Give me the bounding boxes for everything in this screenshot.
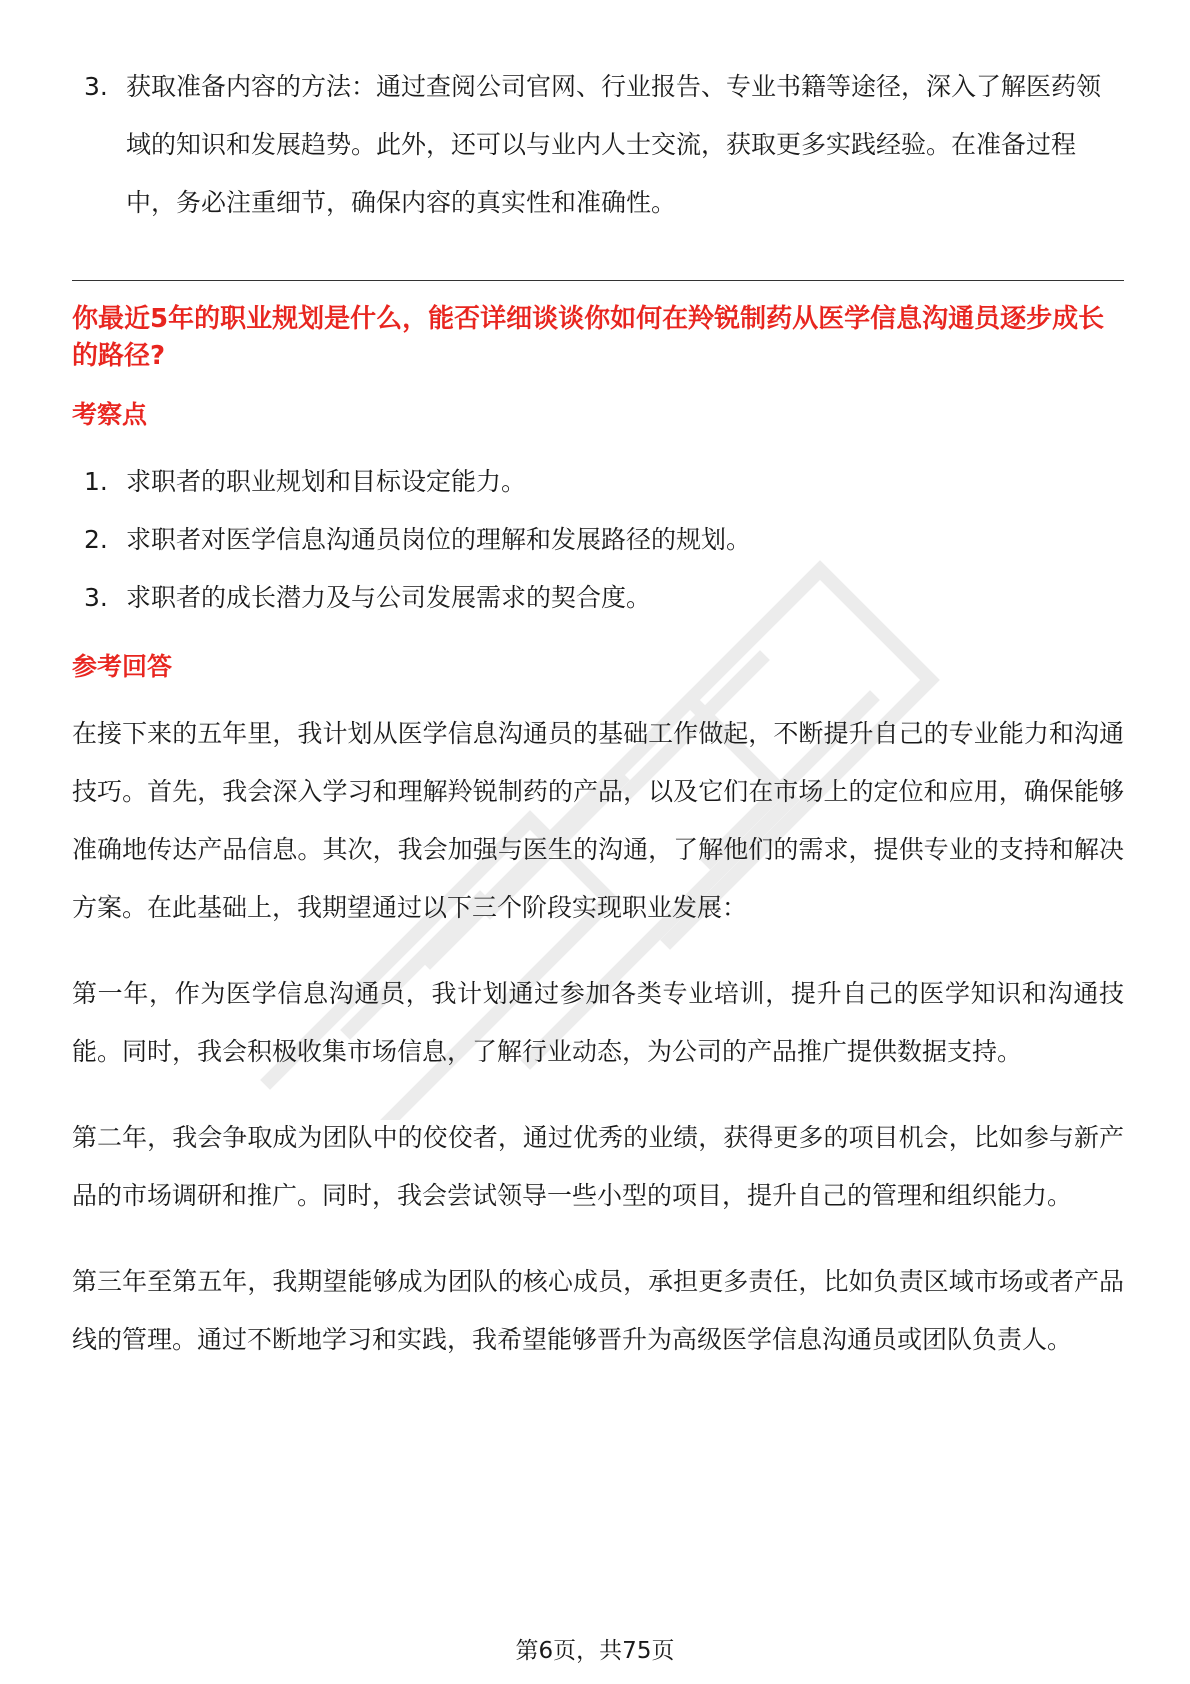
content-area	[72, 58, 1124, 1397]
points-list	[72, 453, 1124, 627]
list-item-number: 1.	[84, 467, 108, 496]
list-item-number: 2.	[84, 525, 108, 554]
answer-paragraph: 在接下来的五年里，我计划从医学信息沟通员的基础工作做起，不断提升自己的专业能力和沟通技巧。首先，我会深入学习和理解羚锐制药的产品，以及它们在市场上的定位和应用，确保能够准确地传达产品信息。其次，我会加强与医生的沟通，了解他们的需求，提供专业的支持和解决方案。在此基础上，我期望通过以下三个阶段实现职业发展：	[72, 719, 1124, 922]
list-item	[72, 511, 1124, 569]
list-item-text: 获取准备内容的方法：通过查阅公司官网、行业报告、专业书籍等途径，深入了解医药领域的知识和发展趋势。此外，还可以与业内人士交流，获取更多实践经验。在准备过程中，务必注重细节，确保内容的真实性和准确性。	[126, 72, 1102, 217]
list-item-number: 3.	[84, 583, 108, 612]
list-item-text: 求职者的成长潜力及与公司发展需求的契合度。	[126, 583, 652, 612]
points-title: 考察点	[72, 400, 148, 429]
answer-paragraph: 第一年，作为医学信息沟通员，我计划通过参加各类专业培训，提升自己的医学知识和沟通技能。同时，我会积极收集市场信息，了解行业动态，为公司的产品推广提供数据支持。	[72, 979, 1124, 1066]
list-item	[72, 569, 1124, 627]
list-item	[72, 453, 1124, 511]
answer-paragraph: 第二年，我会争取成为团队中的佼佼者，通过优秀的业绩，获得更多的项目机会，比如参与新产品的市场调研和推广。同时，我会尝试领导一些小型的项目，提升自己的管理和组织能力。	[72, 1123, 1124, 1210]
answer-title: 参考回答	[72, 652, 173, 681]
list-item-number: 3.	[84, 72, 108, 101]
answer-paragraph: 第三年至第五年，我期望能够成为团队的核心成员，承担更多责任，比如负责区域市场或者产品线的管理。通过不断地学习和实践，我希望能够晋升为高级医学信息沟通员或团队负责人。	[72, 1267, 1124, 1354]
list-item-text: 求职者的职业规划和目标设定能力。	[126, 467, 527, 496]
section-divider	[72, 280, 1124, 281]
list-item	[72, 58, 1124, 232]
question-heading: 你最近5年的职业规划是什么，能否详细谈谈你如何在羚锐制药从医学信息沟通员逐步成长的路径?	[72, 304, 1105, 371]
page-number: 第6页，共75页	[515, 1638, 675, 1664]
list-item-text: 求职者对医学信息沟通员岗位的理解和发展路径的规划。	[126, 525, 752, 554]
